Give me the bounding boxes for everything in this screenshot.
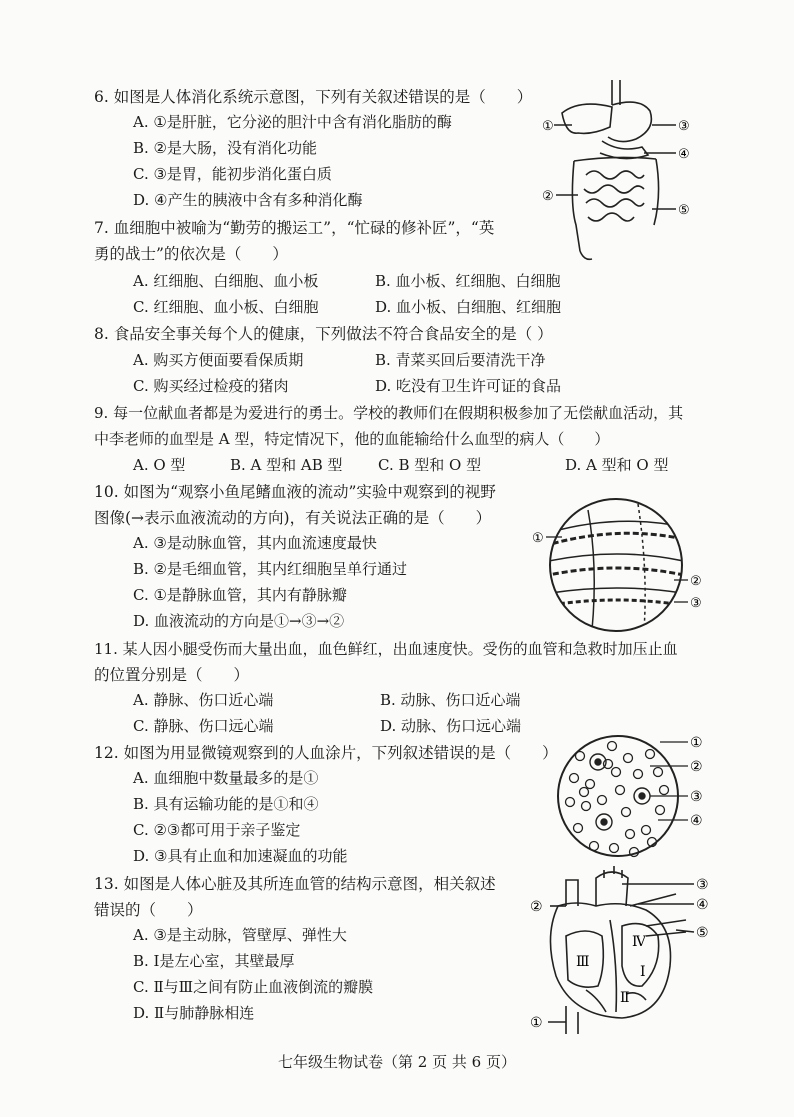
q6-stem: 6. 如图是人体消化系统示意图，下列有关叙述错误的是（ ）: [94, 88, 533, 106]
q6-option-a: A. ①是肝脏，它分泌的胆汁中含有消化脂肪的酶: [133, 113, 452, 131]
q10-stem-line1: 10. 如图为“观察小鱼尾鳍血液的流动”实验中观察到的视野: [94, 483, 496, 501]
red-blood-cell: [570, 774, 579, 783]
q13-option-d: D. Ⅱ与肺静脉相连: [133, 1004, 255, 1022]
heart-chamber-iii: Ⅲ: [576, 954, 590, 970]
q7-stem-line2: 勇的战士”的依次是（ ）: [94, 245, 288, 263]
red-blood-cells: [566, 742, 669, 857]
red-blood-cell: [624, 754, 633, 763]
q10-option-d: D. 血液流动的方向是①→③→②: [133, 612, 345, 630]
q7-option-a: A. 红细胞、白细胞、血小板: [133, 272, 319, 290]
red-blood-cell: [660, 786, 669, 795]
q13-stem-line2: 错误的（ ）: [94, 901, 203, 919]
q13-option-b: B. Ⅰ是左心室，其壁最厚: [133, 952, 295, 970]
red-blood-cell: [654, 768, 663, 777]
red-blood-cell: [608, 742, 617, 751]
q6-option-d: D. ④产生的胰液中含有多种消化酶: [133, 191, 363, 209]
red-blood-cell: [626, 830, 635, 839]
q9-option-a: A. O 型: [133, 456, 186, 474]
smear-label-1: ①: [690, 735, 703, 751]
q13-option-a: A. ③是主动脉，管壁厚、弹性大: [133, 926, 347, 944]
q11-option-b: B. 动脉、伤口近心端: [380, 691, 521, 709]
page-footer: 七年级生物试卷（第 2 页 共 6 页）: [278, 1053, 516, 1071]
q9-option-c: C. B 型和 O 型: [378, 456, 482, 474]
red-blood-cell: [634, 770, 643, 779]
fish-tail-figure: [528, 490, 708, 640]
heart-chamber-iv: Ⅳ: [632, 934, 646, 950]
red-blood-cell: [586, 780, 595, 789]
red-blood-cell: [656, 806, 665, 815]
red-blood-cell: [610, 844, 619, 853]
q11-option-c: C. 静脉、伤口远心端: [133, 717, 274, 735]
q12-option-b: B. 具有运输功能的是①和④: [133, 795, 319, 813]
q8-option-a: A. 购买方便面要看保质期: [133, 351, 304, 369]
q11-option-d: D. 动脉、伤口远心端: [380, 717, 522, 735]
fish-label-3: ③: [690, 596, 702, 611]
red-blood-cell: [590, 842, 599, 851]
q6-option-c: C. ③是胃，能初步消化蛋白质: [133, 165, 332, 183]
q11-option-a: A. 静脉、伤口近心端: [133, 691, 274, 709]
q7-option-d: D. 血小板、白细胞、红细胞: [375, 298, 562, 316]
smear-label-3: ③: [690, 789, 703, 805]
smear-label-4: ④: [690, 813, 703, 829]
heart-chamber-ii: Ⅱ: [620, 990, 630, 1006]
red-blood-cell: [574, 824, 583, 833]
heart-figure: [526, 866, 722, 1036]
q8-option-c: C. 购买经过检疫的猪肉: [133, 377, 289, 395]
red-blood-cell: [612, 768, 621, 777]
q8-stem: 8. 食品安全事关每个人的健康，下列做法不符合食品安全的是（ ）: [94, 325, 553, 343]
q12-option-a: A. 血细胞中数量最多的是①: [133, 769, 319, 787]
q9-stem-line2: 中李老师的血型是 A 型，特定情况下，他的血能输给什么血型的病人（ ）: [94, 430, 610, 448]
digestive-system-figure: [540, 75, 700, 265]
q11-stem-line1: 11. 某人因小腿受伤而大量出血，血色鲜红，出血速度快。受伤的血管和急救时加压止血: [94, 640, 678, 658]
heart-label-5: ⑤: [696, 925, 709, 941]
blood-smear-figure: [550, 728, 720, 866]
q10-option-b: B. ②是毛细血管，其内红细胞呈单行通过: [133, 560, 408, 578]
red-blood-cell: [642, 826, 651, 835]
digestive-label-4: ④: [678, 147, 690, 162]
fish-label-1: ①: [532, 531, 544, 546]
q12-option-d: D. ③具有止血和加速凝血的功能: [133, 847, 348, 865]
heart-label-1: ①: [530, 1015, 543, 1031]
q7-stem-line1: 7. 血细胞中被喻为“勤劳的搬运工”，“忙碌的修补匠”，“英: [94, 219, 495, 237]
q13-option-c: C. Ⅱ与Ⅲ之间有防止血液倒流的瓣膜: [133, 978, 374, 996]
red-blood-cell: [582, 802, 591, 811]
q10-stem-line2: 图像(→表示血液流动的方向)，有关说法正确的是（ ）: [94, 509, 492, 527]
q7-option-c: C. 红细胞、血小板、白细胞: [133, 298, 319, 316]
q13-stem-line1: 13. 如图是人体心脏及其所连血管的结构示意图，相关叙述: [94, 875, 496, 893]
q9-option-d: D. A 型和 O 型: [565, 456, 669, 474]
fish-label-2: ②: [690, 574, 702, 589]
heart-label-4: ④: [696, 897, 709, 913]
red-blood-cell: [566, 798, 575, 807]
q12-option-c: C. ②③都可用于亲子鉴定: [133, 821, 301, 839]
q9-option-b: B. A 型和 AB 型: [230, 456, 343, 474]
q8-option-b: B. 青菜买回后要清洗干净: [375, 351, 546, 369]
q10-option-a: A. ③是动脉血管，其内血流速度最快: [133, 534, 377, 552]
q10-option-c: C. ①是静脉血管，其内有静脉瓣: [133, 586, 347, 604]
q8-option-d: D. 吃没有卫生许可证的食品: [375, 377, 562, 395]
digestive-label-5: ⑤: [678, 203, 690, 218]
q11-stem-line2: 的位置分别是（ ）: [94, 666, 250, 684]
smear-label-2: ②: [690, 759, 703, 775]
heart-label-2: ②: [530, 899, 543, 915]
q6-option-b: B. ②是大肠，没有消化功能: [133, 139, 318, 157]
digestive-label-2: ②: [542, 189, 554, 204]
red-blood-cell: [616, 786, 625, 795]
red-blood-cell: [598, 796, 607, 805]
heart-label-3: ③: [696, 877, 709, 893]
digestive-label-1: ①: [542, 119, 554, 134]
q7-option-b: B. 血小板、红细胞、白细胞: [375, 272, 561, 290]
heart-chamber-i: Ⅰ: [640, 964, 646, 980]
red-blood-cell: [580, 788, 589, 797]
red-blood-cell: [576, 752, 585, 761]
q9-stem-line1: 9. 每一位献血者都是为爱进行的勇士。学校的教师们在假期积极参加了无偿献血活动，其: [94, 404, 684, 422]
red-blood-cell: [622, 808, 631, 817]
digestive-label-3: ③: [678, 119, 690, 134]
red-blood-cell: [646, 750, 655, 759]
q12-stem: 12. 如图为用显微镜观察到的人血涂片，下列叙述错误的是（ ）: [94, 744, 558, 762]
